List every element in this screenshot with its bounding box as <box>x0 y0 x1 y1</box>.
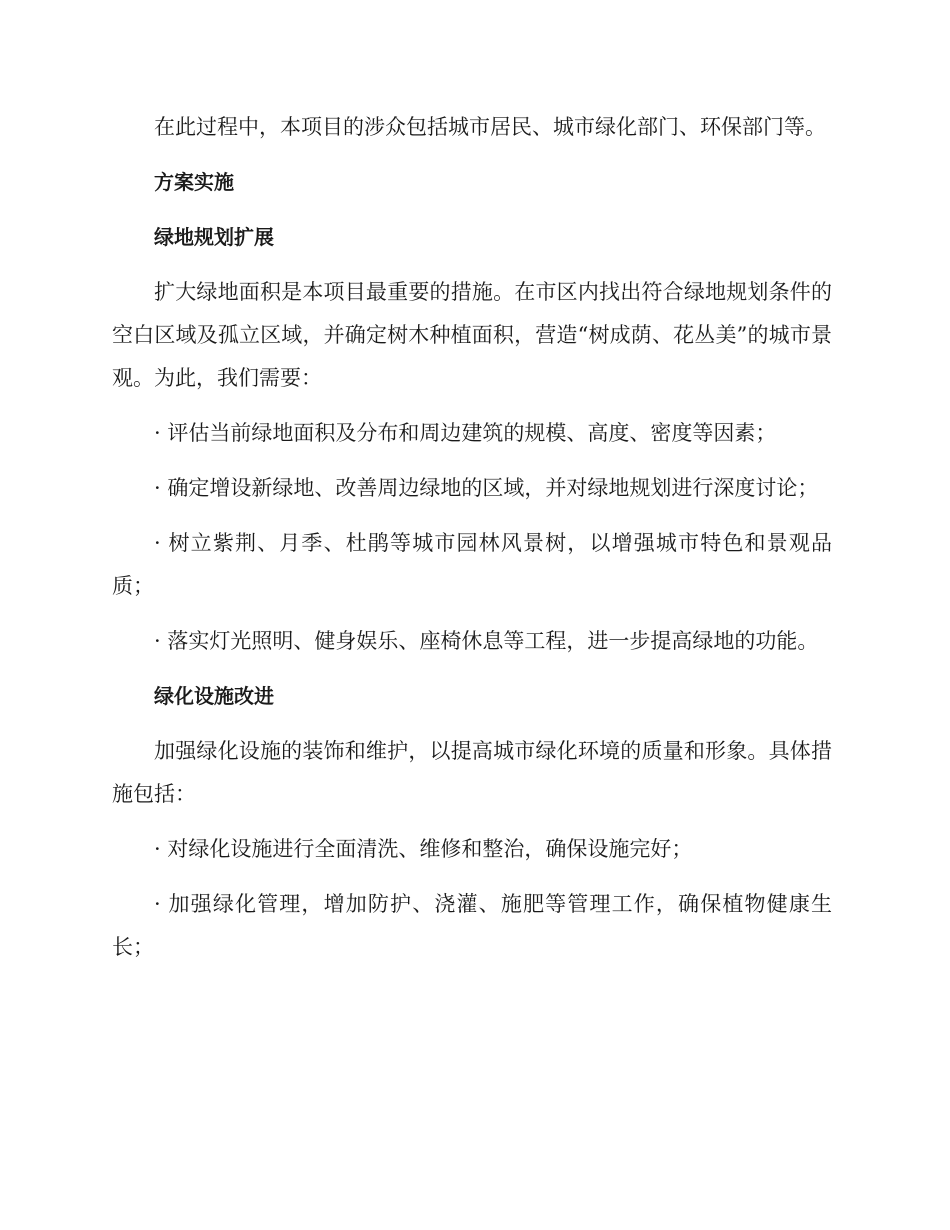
bullet-item: · 对绿化设施进行全面清洗、维修和整治，确保设施完好； <box>154 837 693 861</box>
subsection-heading-facility-improvement: 绿化设施改进 <box>154 684 274 708</box>
paragraph-stakeholders: 在此过程中，本项目的涉众包括城市居民、城市绿化部门、环保部门等。 <box>154 115 826 139</box>
bullet-item: · 树立紫荆、月季、杜鹃等城市园林风景树，以增强城市特色和景观品质； <box>112 531 832 598</box>
document-body <box>112 106 832 981</box>
bullet-item: · 加强绿化管理，增加防护、浇灌、施肥等管理工作，确保植物健康生长； <box>112 892 832 959</box>
bullet-item: · 落实灯光照明、健身娱乐、座椅休息等工程，进一步提高绿地的功能。 <box>154 629 819 653</box>
paragraph-facility-intro: 加强绿化设施的装饰和维护，以提高城市绿化环境的质量和形象。具体措施包括： <box>112 739 832 806</box>
section-heading-implementation: 方案实施 <box>154 170 234 194</box>
subsection-heading-greenland-expansion: 绿地规划扩展 <box>154 225 274 249</box>
bullet-item: · 确定增设新绿地、改善周边绿地的区域，并对绿地规划进行深度讨论； <box>154 476 819 500</box>
bullet-item: · 评估当前绿地面积及分布和周边建筑的规模、高度、密度等因素； <box>154 421 777 445</box>
paragraph-expansion-intro: 扩大绿地面积是本项目最重要的措施。在市区内找出符合绿地规划条件的空白区域及孤立区域，并确定树木种植面积，营造“树成荫、花丛美”的城市景观。为此，我们需要： <box>112 280 832 390</box>
